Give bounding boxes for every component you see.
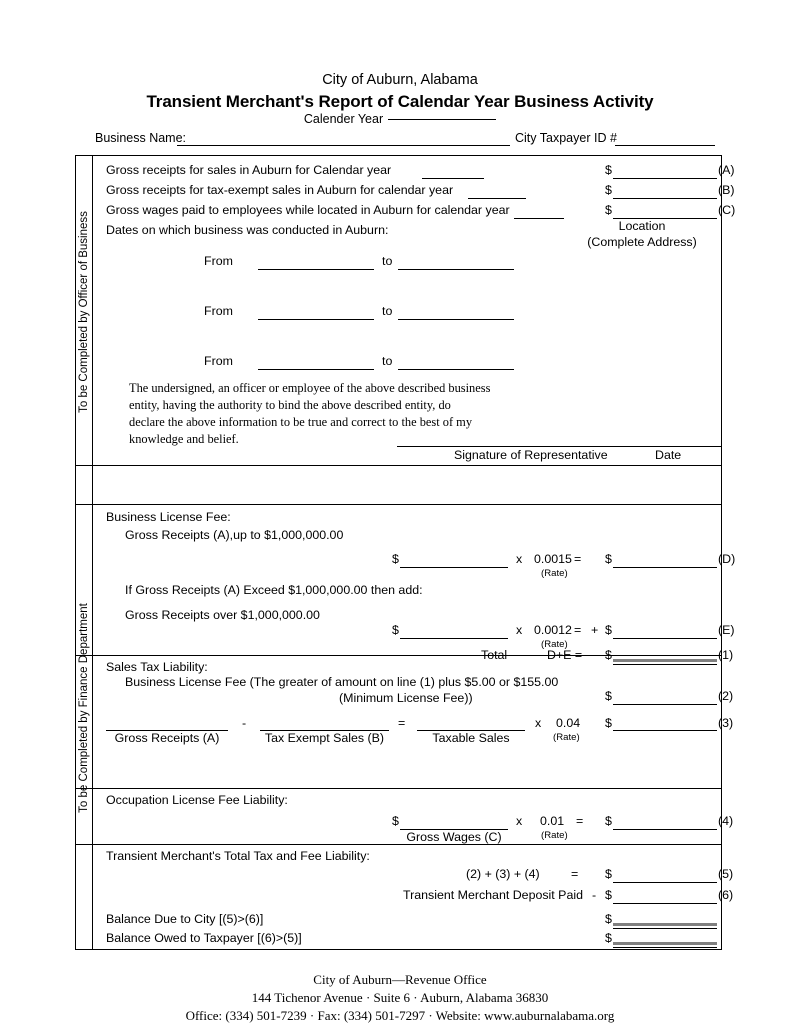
- e-row-plus: +: [591, 623, 599, 637]
- d-row-base-input[interactable]: [400, 567, 508, 568]
- d-row-times: x: [516, 552, 523, 566]
- e-row-result-input[interactable]: [613, 638, 717, 639]
- d-row-dollar2: $: [605, 552, 612, 566]
- line-a-dollar: $: [605, 163, 612, 177]
- license-fee-dollar: $: [605, 689, 612, 703]
- e-row-dollar: $: [392, 623, 399, 637]
- sales-tax-taxable-label: Taxable Sales: [432, 731, 510, 745]
- line-a-input[interactable]: [613, 178, 717, 179]
- declaration-line-2: entity, having the authority to bind the above described entity, do: [129, 398, 451, 412]
- license-over-text: Gross Receipts over $1,000,000.00: [125, 608, 320, 622]
- city-line: City of Auburn, Alabama: [322, 72, 478, 88]
- totals-equals: =: [571, 867, 579, 881]
- line-b-input[interactable]: [613, 198, 717, 199]
- d-row-dollar: $: [392, 552, 399, 566]
- occupation-wages-label: Gross Wages (C): [406, 830, 502, 844]
- d-row-result-input[interactable]: [613, 567, 717, 568]
- date-row-1-from-input[interactable]: [258, 269, 374, 270]
- declaration-line-3: declare the above information to be true and correct to the best of my: [129, 415, 473, 429]
- line-c-year-input[interactable]: [514, 218, 564, 219]
- e-row-base-input[interactable]: [400, 638, 508, 639]
- line-b-dollar: $: [605, 183, 612, 197]
- deposit-paid-label: Transient Merchant Deposit Paid: [403, 888, 583, 902]
- e-row-ref: (E): [718, 623, 735, 637]
- calendar-year-input[interactable]: [388, 119, 496, 120]
- e-row-rate-label: (Rate): [541, 639, 568, 650]
- declaration-line-1: The undersigned, an officer or employee of the above described business: [129, 381, 491, 395]
- d-row-rate-label: (Rate): [541, 568, 568, 579]
- occupation-result-input[interactable]: [613, 829, 717, 830]
- calendar-year-row: [0, 112, 800, 126]
- sales-tax-exempt-label: Tax Exempt Sales (B): [264, 731, 385, 745]
- d-row-equals: =: [574, 552, 582, 566]
- license-heading: Business License Fee:: [106, 510, 231, 524]
- taxpayer-id-input[interactable]: [615, 145, 715, 146]
- d-row-ref: (D): [718, 552, 736, 566]
- business-name-label: Business Name:: [95, 131, 187, 145]
- e-row-dollar2: $: [605, 623, 612, 637]
- footer-line-3: Office: (334) 501-7239 · Fax: (334) 501-7297 · Website: www.auburnalabama.org: [185, 1008, 615, 1023]
- occupation-heading: Occupation License Fee Liability:: [106, 793, 288, 807]
- line-c-label: Gross wages paid to employees while located in Auburn for calendar year: [106, 203, 510, 217]
- sales-tax-times: x: [535, 716, 542, 730]
- footer-line-2: 144 Tichenor Avenue · Suite 6 · Auburn, Alabama 36830: [251, 990, 549, 1005]
- page-title: Transient Merchant's Report of Calendar Year Business Activity: [146, 92, 654, 111]
- line-b-year-input[interactable]: [468, 198, 526, 199]
- location-label: Location: [618, 219, 666, 233]
- totals-ref-6: (6): [718, 888, 734, 902]
- occupation-dollar: $: [392, 814, 399, 828]
- date-row-1-to-label: to: [382, 254, 393, 268]
- license-fee-text-1: Business License Fee (The greater of amount on line (1) plus $5.00 or $155.00: [125, 675, 559, 689]
- line-a-ref: (A): [718, 163, 735, 177]
- sales-tax-gross-label: Gross Receipts (A): [114, 731, 220, 745]
- totals-line-6-input[interactable]: [613, 903, 717, 904]
- line-b-label: Gross receipts for tax-exempt sales in Auburn for calendar year: [106, 183, 454, 197]
- side-label-finance: To be Completed by Finance Department: [78, 603, 91, 813]
- location-sublabel: (Complete Address): [587, 235, 697, 249]
- license-fee-ref: (2): [718, 689, 734, 703]
- sales-tax-dollar: $: [605, 716, 612, 730]
- license-fee-input[interactable]: [613, 704, 717, 705]
- date-row-2-to-input[interactable]: [398, 319, 514, 320]
- signature-line[interactable]: [397, 446, 722, 447]
- taxpayer-id-label: City Taxpayer ID #: [515, 131, 617, 145]
- balance-due-label: Balance Due to City [(5)>(6)]: [106, 912, 264, 926]
- signature-label: Signature of Representative: [454, 448, 608, 462]
- e-row-rate: 0.0012: [534, 623, 572, 637]
- totals-dollar-6: $: [605, 888, 612, 902]
- dates-conducted-label: Dates on which business was conducted in Auburn:: [106, 223, 389, 237]
- occupation-rate: 0.01: [540, 814, 565, 828]
- date-row-3-from-label: From: [204, 354, 233, 368]
- license-exceed-text: If Gross Receipts (A) Exceed $1,000,000.00 then add:: [125, 583, 423, 597]
- sales-tax-equals: =: [398, 716, 406, 730]
- date-row-1-from-label: From: [204, 254, 233, 268]
- line-a-year-input[interactable]: [422, 178, 484, 179]
- line-a-label: Gross receipts for sales in Auburn for Calendar year: [106, 163, 392, 177]
- date-row-3-from-input[interactable]: [258, 369, 374, 370]
- balance-owed-label: Balance Owed to Taxpayer [(6)>(5)]: [106, 931, 302, 945]
- balance-due-dollar: $: [605, 912, 612, 926]
- form-content-column: [92, 156, 736, 949]
- deposit-minus: -: [592, 888, 597, 902]
- sales-tax-minus: -: [242, 716, 247, 730]
- balance-due-input[interactable]: [613, 928, 717, 929]
- license-total-ref: (1): [718, 648, 734, 662]
- date-row-2-from-input[interactable]: [258, 319, 374, 320]
- date-label: Date: [655, 448, 682, 462]
- license-total-input[interactable]: [613, 664, 717, 665]
- date-row-3-to-input[interactable]: [398, 369, 514, 370]
- sales-tax-rate-label: (Rate): [553, 732, 580, 743]
- side-label-officer: To be Completed by Officer of Business: [78, 210, 90, 413]
- declaration-line-4: knowledge and belief.: [129, 432, 239, 446]
- totals-ref-5: (5): [718, 867, 734, 881]
- balance-owed-input[interactable]: [613, 947, 717, 948]
- occupation-rate-label: (Rate): [541, 830, 568, 841]
- form-body: [75, 155, 736, 950]
- occupation-ref: (4): [718, 814, 734, 828]
- totals-dollar-5: $: [605, 867, 612, 881]
- date-row-1-to-input[interactable]: [398, 269, 514, 270]
- date-row-3-to-label: to: [382, 354, 393, 368]
- d-row-rate: 0.0015: [534, 552, 572, 566]
- date-row-2-to-label: to: [382, 304, 393, 318]
- line-b-ref: (B): [718, 183, 735, 197]
- sales-tax-result-input[interactable]: [613, 730, 717, 731]
- occupation-dollar2: $: [605, 814, 612, 828]
- sales-tax-ref: (3): [718, 716, 734, 730]
- license-gross-up-to: Gross Receipts (A),up to $1,000,000.00: [125, 528, 344, 542]
- business-name-input[interactable]: [177, 145, 510, 146]
- occupation-equals: =: [576, 814, 584, 828]
- balance-owed-dollar: $: [605, 931, 612, 945]
- license-total-label: Total: [481, 648, 508, 662]
- line-c-dollar: $: [605, 203, 612, 217]
- license-total-dollar: $: [605, 648, 612, 662]
- business-name-row: [95, 131, 715, 149]
- sales-tax-rate: 0.04: [556, 716, 581, 730]
- license-total-expr: D+E =: [547, 648, 583, 662]
- license-fee-text-2: (Minimum License Fee)): [339, 691, 473, 705]
- line-c-ref: (C): [718, 203, 736, 217]
- footer-line-1: City of Auburn—Revenue Office: [313, 972, 487, 987]
- e-row-times: x: [516, 623, 523, 637]
- calendar-year-label: Calender Year: [303, 112, 384, 126]
- totals-line-5-input[interactable]: [613, 882, 717, 883]
- totals-heading: Transient Merchant's Total Tax and Fee Liability:: [106, 849, 370, 863]
- occupation-times: x: [516, 814, 523, 828]
- sales-tax-heading: Sales Tax Liability:: [106, 660, 208, 674]
- e-row-equals: =: [574, 623, 582, 637]
- date-row-2-from-label: From: [204, 304, 233, 318]
- totals-sum-expr: (2) + (3) + (4): [466, 867, 540, 881]
